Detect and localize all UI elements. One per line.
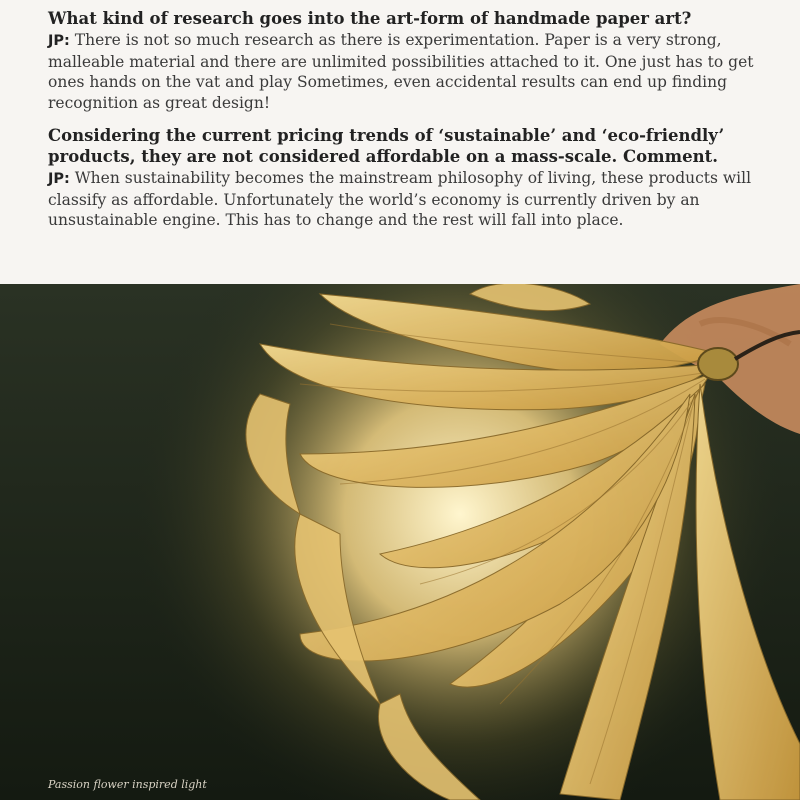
paper-lamp-illustration — [0, 284, 800, 800]
answer-text-2: When sustainability becomes the mainstream philosophy of living, these products will classify as affordable. Unfortunately the world’s economy is currently driven by an unsustainable engine. This has to change and the rest will fall into place. — [48, 169, 752, 229]
article-text — [48, 8, 768, 243]
question-1: What kind of research goes into the art-form of handmade paper art? — [48, 9, 692, 28]
speaker-label-1: JP: — [48, 33, 70, 49]
passion-flower-light-photo — [0, 284, 800, 800]
speaker-label-2: JP: — [48, 171, 70, 187]
photo-caption: Passion flower inspired light — [48, 778, 207, 791]
qa-block-2 — [48, 125, 768, 231]
answer-text-1: There is not so much research as there is experimentation. Paper is a very strong, malleable material and there are unlimited possibilities attached to it. One just has to get ones hands on the vat and play Sometimes, even accidental results can end up finding recognition as great design! — [48, 31, 754, 112]
lamp-socket — [698, 348, 738, 380]
question-2: Considering the current pricing trends of ‘sustainable’ and ‘eco-friendly’ products, they are not considered affordable on a mass-scale. Comment. — [48, 126, 725, 166]
answer-2 — [48, 168, 768, 231]
answer-1 — [48, 30, 768, 113]
qa-block-1 — [48, 8, 768, 113]
